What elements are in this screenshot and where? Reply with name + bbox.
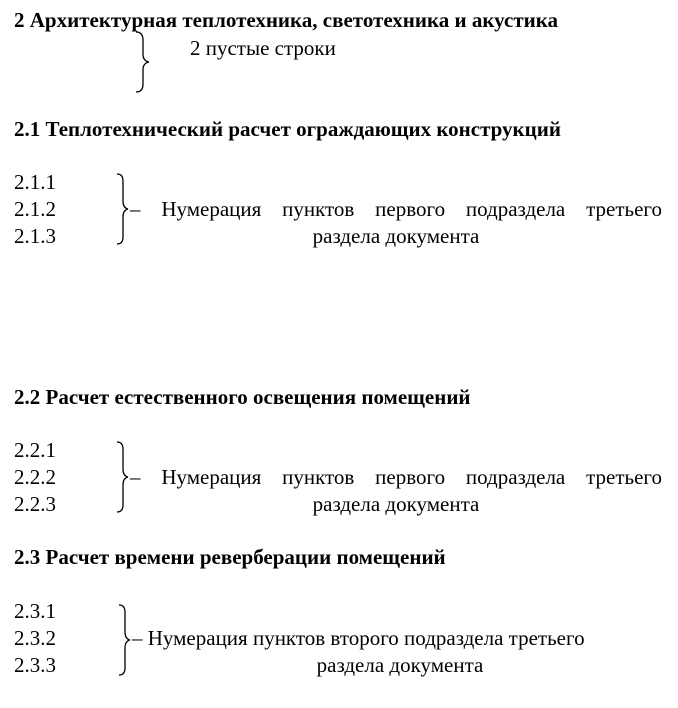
item-2-1-3: 2.1.3: [14, 224, 56, 248]
item-2-2-3: 2.2.3: [14, 492, 56, 516]
note-line1-2-1: – Нумерация пунктов первого подраздела третьего: [130, 197, 662, 221]
items-brace-2-2: [114, 440, 130, 514]
item-2-2-1: 2.2.1: [14, 438, 56, 462]
items-brace-2-1: [114, 172, 130, 246]
note-line2-2-3: раздела документа: [316, 653, 484, 677]
blank-lines-brace: [132, 30, 152, 94]
subsection-title-2-3: 2.3 Расчет времени реверберации помещений: [14, 545, 446, 569]
item-2-3-1: 2.3.1: [14, 599, 56, 623]
item-2-1-2: 2.1.2: [14, 197, 56, 221]
item-2-3-3: 2.3.3: [14, 653, 56, 677]
note-line2-2-2: раздела документа: [312, 492, 480, 516]
note-line1-2-2: – Нумерация пунктов первого подраздела третьего: [130, 465, 662, 489]
subsection-title-2-2: 2.2 Расчет естественного освещения помещений: [14, 385, 471, 409]
blank-lines-note: 2 пустые строки: [190, 36, 336, 60]
subsection-title-2-1: 2.1 Теплотехнический расчет ограждающих конструкций: [14, 117, 561, 141]
note-line1-2-3: – Нумерация пунктов второго подраздела третьего: [132, 626, 585, 650]
note-line2-2-1: раздела документа: [312, 224, 480, 248]
section-title: 2 Архитектурная теплотехника, светотехника и акустика: [14, 8, 559, 32]
item-2-2-2: 2.2.2: [14, 465, 56, 489]
item-2-3-2: 2.3.2: [14, 626, 56, 650]
item-2-1-1: 2.1.1: [14, 170, 56, 194]
